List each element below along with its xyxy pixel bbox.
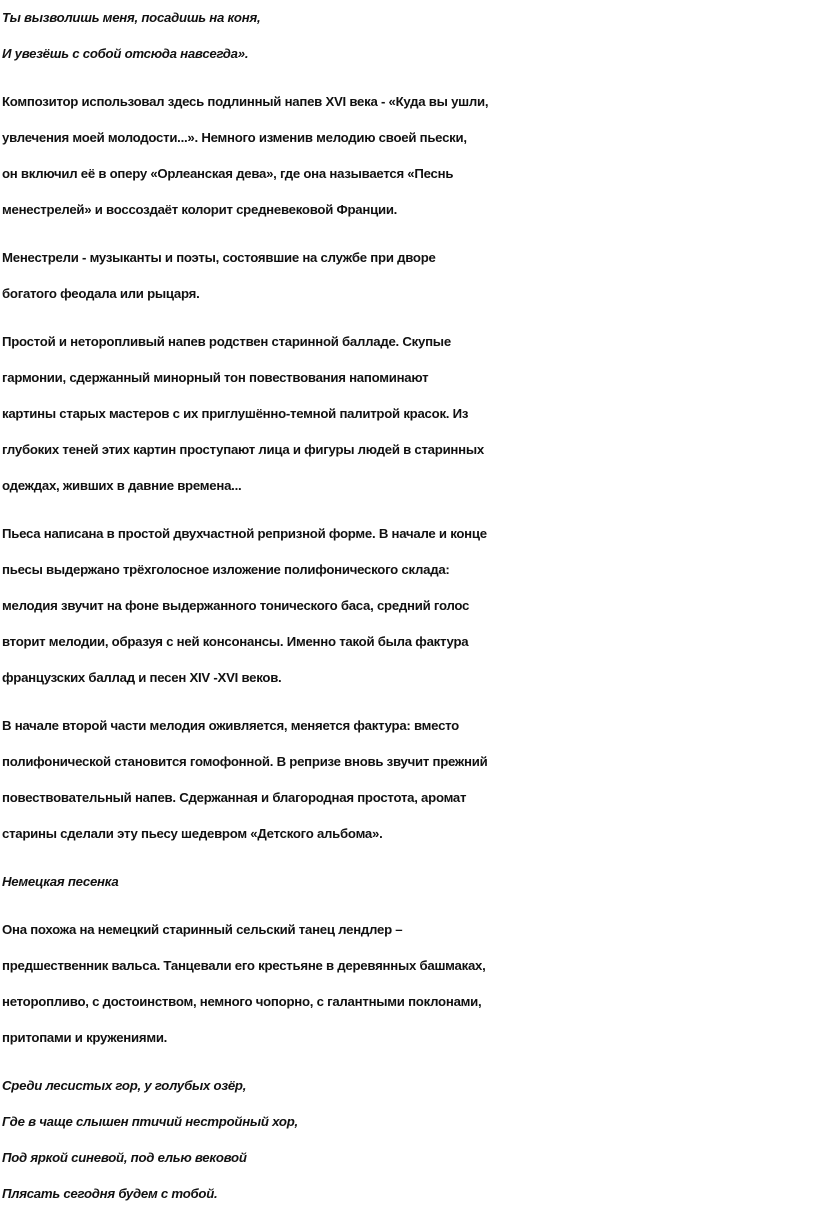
paragraph-line: вторит мелодии, образуя с ней консонансы. Именно такой была фактура [2,634,469,649]
paragraph-line: увлечения моей молодости...». Немного изменив мелодию своей пьески, [2,130,467,145]
paragraph-line: он включил её в оперу «Орлеанская дева», где она называется «Песнь [2,166,454,181]
paragraph-second-part [2,708,812,852]
paragraph-minstrels [2,240,812,312]
paragraph-line: богатого феодала или рыцаря. [2,286,200,301]
paragraph-line: старины сделали эту пьесу шедевром «Детского альбома». [2,826,383,841]
paragraph-ballad [2,324,812,504]
paragraph-line: Менестрели - музыканты и поэты, состоявшие на службе при дворе [2,250,436,265]
paragraph-line: мелодия звучит на фоне выдержанного тонического баса, средний голос [2,598,470,613]
verse-line: Под яркой синевой, под елью вековой [2,1150,247,1165]
paragraph-line: картины старых мастеров с их приглушённо-темной палитрой красок. Из [2,406,469,421]
verse-line: Где в чаще слышен птичий нестройный хор, [2,1114,298,1129]
verse-quote-2 [2,1068,812,1212]
paragraph-composer [2,84,812,228]
heading-text: Немецкая песенка [2,874,119,889]
paragraph-line: французских баллад и песен XIV -XVI веков. [2,670,282,685]
verse-line: И увезёшь с собой отсюда навсегда». [2,46,249,61]
paragraph-line: неторопливо, с достоинством, немного чопорно, с галантными поклонами, [2,994,482,1009]
paragraph-line: пьесы выдержано трёхголосное изложение полифонического склада: [2,562,450,577]
paragraph-line: гармонии, сдержанный минорный тон повествования напоминают [2,370,429,385]
paragraph-line: Пьеса написана в простой двухчастной репризной форме. В начале и конце [2,526,487,541]
paragraph-line: Она похожа на немецкий старинный сельский танец лендлер – [2,922,403,937]
verse-line: Ты вызволишь меня, посадишь на коня, [2,10,261,25]
paragraph-line: полифонической становится гомофонной. В репризе вновь звучит прежний [2,754,488,769]
paragraph-line: менестрелей» и воссоздаёт колорит средневековой Франции. [2,202,398,217]
verse-line: Плясать сегодня будем с тобой. [2,1186,218,1201]
verse-line: Среди лесистых гор, у голубых озёр, [2,1078,247,1093]
paragraph-line: притопами и кружениями. [2,1030,168,1045]
paragraph-line: Простой и неторопливый напев родствен старинной балладе. Скупые [2,334,451,349]
paragraph-line: глубоких теней этих картин проступают лица и фигуры людей в старинных [2,442,484,457]
section-heading [2,864,812,900]
paragraph-form [2,516,812,696]
paragraph-line: предшественник вальса. Танцевали его крестьяне в деревянных башмаках, [2,958,486,973]
paragraph-line: Композитор использовал здесь подлинный напев XVI века - «Куда вы ушли, [2,94,489,109]
verse-quote-1 [2,0,812,72]
paragraph-line: одеждах, живших в давние времена... [2,478,242,493]
paragraph-line: повествовательный напев. Сдержанная и благородная простота, аромат [2,790,467,805]
paragraph-line: В начале второй части мелодия оживляется, меняется фактура: вместо [2,718,459,733]
paragraph-german-song [2,912,812,1056]
